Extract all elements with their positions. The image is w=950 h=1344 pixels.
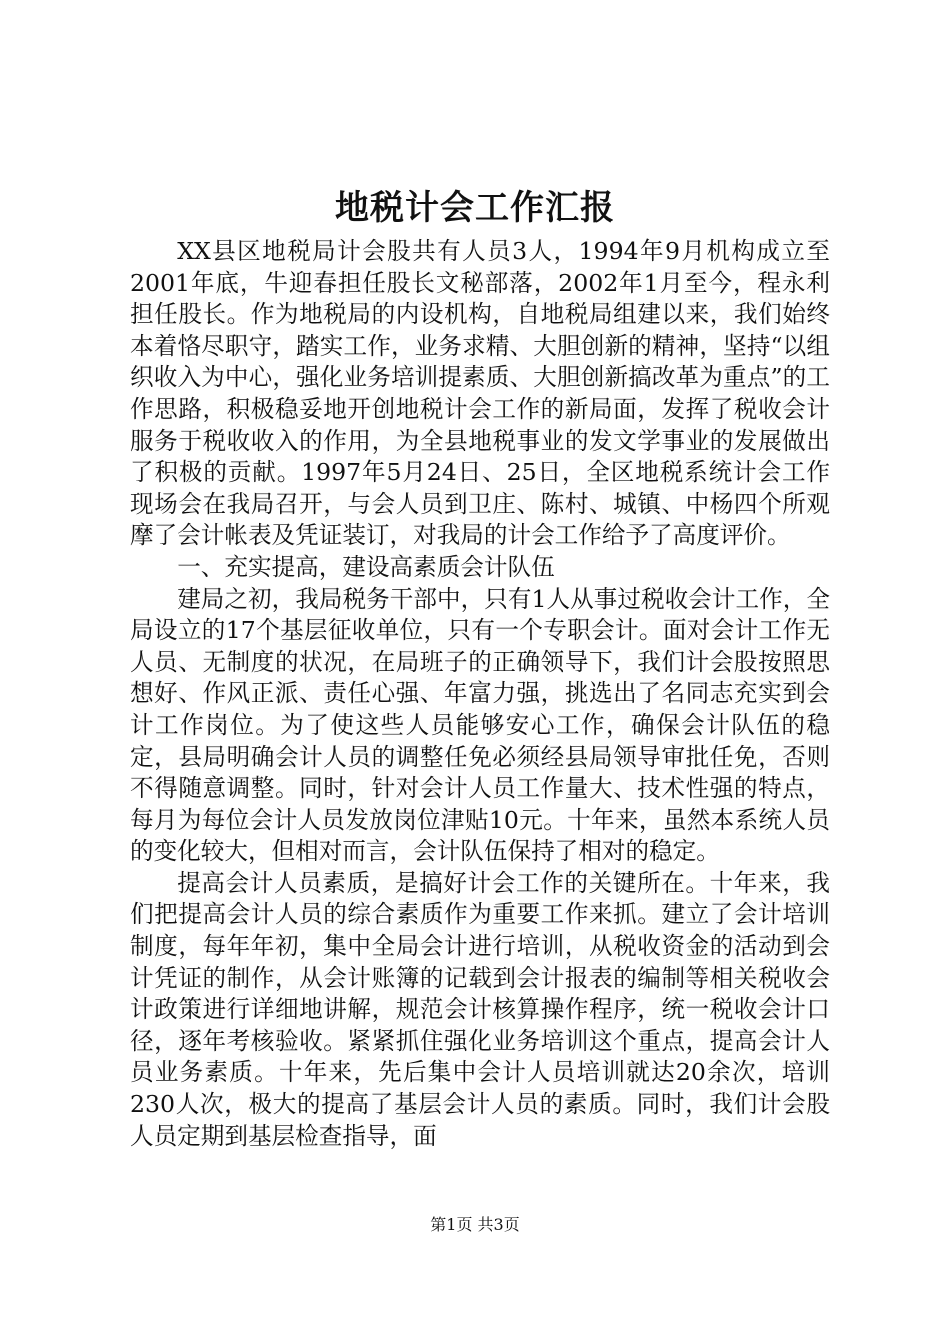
section-heading: 一、充实提高，建设高素质会计队伍 bbox=[177, 552, 555, 581]
document-title: 地税计会工作汇报 bbox=[335, 188, 615, 228]
document-body bbox=[130, 236, 830, 1152]
paragraph-training: 提高会计人员素质，是搞好计会工作的关键所在。十年来，我们把提高会计人员的综合素质作为重要工作来抓。建立了会计培训制度，每年年初，集中全局会计进行培训，从税收资金的活动到会计凭证的制作，从会计账簿的记载到会计报表的编制等相关税收会计政策进行详细地讲解，规范会计核算操作程序，统一税收会计口径，逐年考核验收。紧紧抓住强化业务培训这个重点，提高会计人员业务素质。十年来，先后集中会计人员培训就达20余次，培训230人次，极大的提高了基层会计人员的素质。同时，我们计会股人员定期到基层检查指导，面 bbox=[130, 868, 830, 1150]
paragraph-intro: XX县区地税局计会股共有人员3人，1994年9月机构成立至2001年底，牛迎春担任股长文秘部落，2002年1月至今，程永利担任股长。作为地税局的内设机构，自地税局组建以来，我们始终本着恪尽职守，踏实工作，业务求精、大胆创新的精神，坚持“以组织收入为中心，强化业务培训提素质、大胆创新搞改革为重点”的工作思路，积极稳妥地开创地税计会工作的新局面，发挥了税收会计服务于税收收入的作用，为全县地税事业的发文学事业的发展做出了积极的贡献。1997年5月24日、25日，全区地税系统计会工作现场会在我局召开，与会人员到卫庄、陈村、城镇、中杨四个所观摩了会计帐表及凭证装订，对我局的计会工作给予了高度评价。 bbox=[130, 237, 830, 550]
paragraph-team-building: 建局之初，我局税务干部中，只有1人从事过税收会计工作，全局设立的17个基层征收单位，只有一个专职会计。面对会计工作无人员、无制度的状况，在局班子的正确领导下，我们计会股按照思想好、作风正派、责任心强、年富力强，挑选出了名同志充实到会计工作岗位。为了使这些人员能够安心工作，确保会计队伍的稳定，县局明确会计人员的调整任免必须经县局领导审批任免，否则不得随意调整。同时，针对会计人员工作量大、技术性强的特点，每月为每位会计人员发放岗位津贴10元。十年来，虽然本系统人员的变化较大，但相对而言，会计队伍保持了相对的稳定。 bbox=[130, 584, 830, 866]
page-footer: 第1页 共3页 bbox=[430, 1215, 520, 1234]
